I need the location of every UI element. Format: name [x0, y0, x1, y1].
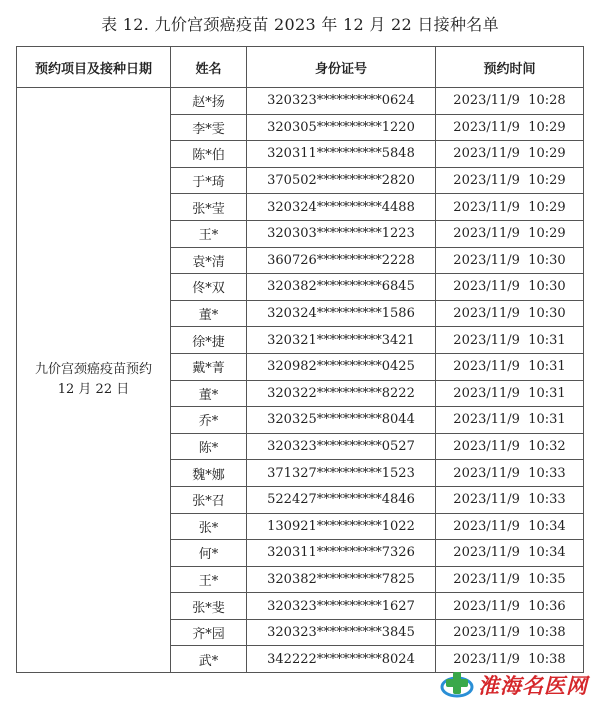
id-number-cell: 320303**********1223	[247, 220, 436, 247]
booking-time-cell: 2023/11/9 10:31	[436, 380, 584, 407]
id-number-cell: 320323**********0527	[247, 433, 436, 460]
table-row	[17, 88, 584, 115]
id-number-cell: 320325**********8044	[247, 407, 436, 434]
booking-time-cell: 2023/11/9 10:29	[436, 220, 584, 247]
medical-cross-logo-icon	[440, 670, 474, 700]
booking-time-cell: 2023/11/9 10:29	[436, 114, 584, 141]
name-cell: 袁*清	[171, 247, 247, 274]
booking-time-cell: 2023/11/9 10:29	[436, 194, 584, 221]
id-number-cell: 320321**********3421	[247, 327, 436, 354]
name-cell: 董*	[171, 300, 247, 327]
name-cell: 张*召	[171, 486, 247, 513]
id-number-cell: 320323**********0624	[247, 88, 436, 115]
id-number-cell: 371327**********1523	[247, 460, 436, 487]
name-cell: 陈*	[171, 433, 247, 460]
column-header-booking-time: 预约时间	[436, 47, 584, 88]
id-number-cell: 320382**********6845	[247, 274, 436, 301]
id-number-cell: 522427**********4846	[247, 486, 436, 513]
name-cell: 董*	[171, 380, 247, 407]
column-header-name: 姓名	[171, 47, 247, 88]
booking-time-cell: 2023/11/9 10:29	[436, 141, 584, 168]
id-number-cell: 320982**********0425	[247, 353, 436, 380]
watermark-text: 淮海名医网	[478, 674, 588, 698]
id-number-cell: 320311**********5848	[247, 141, 436, 168]
booking-time-cell: 2023/11/9 10:31	[436, 353, 584, 380]
table-header-row	[17, 47, 584, 88]
site-watermark	[440, 666, 590, 702]
id-number-cell: 320322**********8222	[247, 380, 436, 407]
name-cell: 乔*	[171, 407, 247, 434]
name-cell: 戴*菁	[171, 353, 247, 380]
booking-time-cell: 2023/11/9 10:38	[436, 619, 584, 646]
id-number-cell: 320305**********1220	[247, 114, 436, 141]
name-cell: 何*	[171, 540, 247, 567]
booking-time-cell: 2023/11/9 10:34	[436, 540, 584, 567]
booking-time-cell: 2023/11/9 10:30	[436, 300, 584, 327]
name-cell: 王*	[171, 566, 247, 593]
booking-time-cell: 2023/11/9 10:29	[436, 167, 584, 194]
table-body	[17, 88, 584, 673]
booking-time-cell: 2023/11/9 10:33	[436, 486, 584, 513]
booking-time-cell: 2023/11/9 10:31	[436, 327, 584, 354]
id-number-cell: 320323**********3845	[247, 619, 436, 646]
id-number-cell: 320382**********7825	[247, 566, 436, 593]
id-number-cell: 360726**********2228	[247, 247, 436, 274]
booking-time-cell: 2023/11/9 10:36	[436, 593, 584, 620]
column-header-id-number: 身份证号	[247, 47, 436, 88]
id-number-cell: 320324**********1586	[247, 300, 436, 327]
id-number-cell: 370502**********2820	[247, 167, 436, 194]
name-cell: 佟*双	[171, 274, 247, 301]
vaccination-schedule-table	[16, 46, 584, 673]
booking-time-cell: 2023/11/9 10:32	[436, 433, 584, 460]
name-cell: 张*	[171, 513, 247, 540]
name-cell: 张*莹	[171, 194, 247, 221]
name-cell: 徐*捷	[171, 327, 247, 354]
project-date-cell: 九价宫颈癌疫苗预约 12 月 22 日	[17, 88, 171, 673]
column-header-project: 预约项目及接种日期	[17, 47, 171, 88]
booking-time-cell: 2023/11/9 10:34	[436, 513, 584, 540]
id-number-cell: 320323**********1627	[247, 593, 436, 620]
booking-time-cell: 2023/11/9 10:38	[436, 646, 584, 673]
name-cell: 陈*伯	[171, 141, 247, 168]
name-cell: 齐*园	[171, 619, 247, 646]
name-cell: 张*斐	[171, 593, 247, 620]
name-cell: 李*雯	[171, 114, 247, 141]
booking-time-cell: 2023/11/9 10:31	[436, 407, 584, 434]
booking-time-cell: 2023/11/9 10:30	[436, 274, 584, 301]
booking-time-cell: 2023/11/9 10:30	[436, 247, 584, 274]
name-cell: 赵*扬	[171, 88, 247, 115]
name-cell: 魏*娜	[171, 460, 247, 487]
id-number-cell: 130921**********1022	[247, 513, 436, 540]
id-number-cell: 320324**********4488	[247, 194, 436, 221]
booking-time-cell: 2023/11/9 10:28	[436, 88, 584, 115]
name-cell: 王*	[171, 220, 247, 247]
name-cell: 武*	[171, 646, 247, 673]
id-number-cell: 320311**********7326	[247, 540, 436, 567]
name-cell: 于*琦	[171, 167, 247, 194]
booking-time-cell: 2023/11/9 10:35	[436, 566, 584, 593]
booking-time-cell: 2023/11/9 10:33	[436, 460, 584, 487]
page-title: 表 12. 九价宫颈癌疫苗 2023 年 12 月 22 日接种名单	[101, 15, 499, 34]
id-number-cell: 342222**********8024	[247, 646, 436, 673]
